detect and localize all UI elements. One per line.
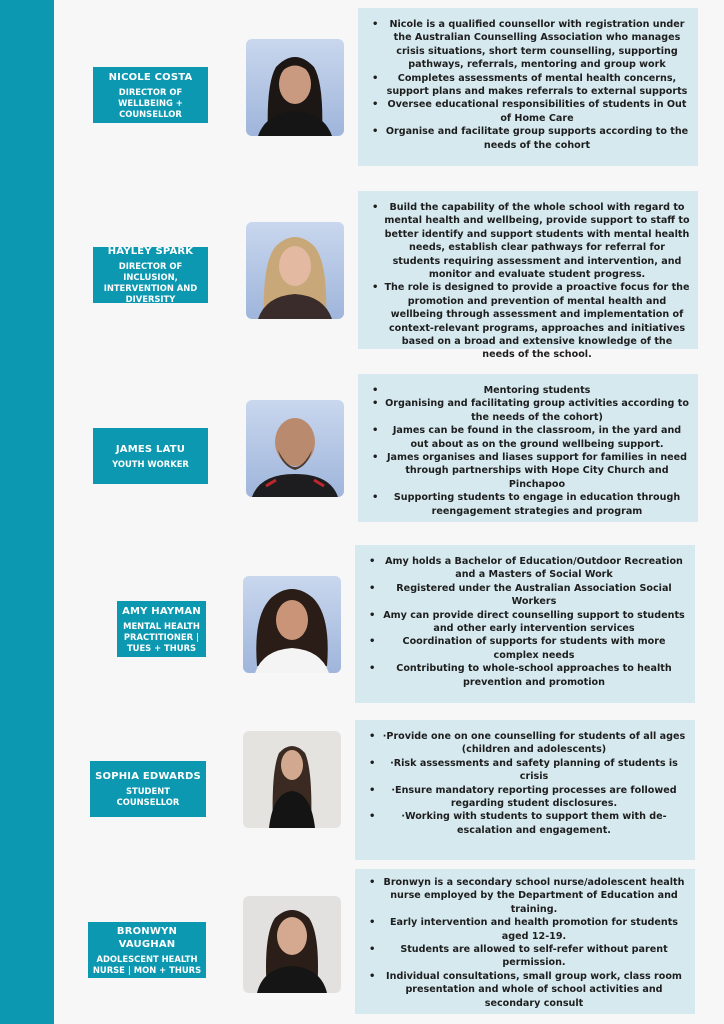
staff-role: STUDENT COUNSELLOR — [116, 786, 180, 807]
duty-item: • ·Provide one on one counselling for students of all ages (children and adolescents) — [363, 730, 687, 757]
side-accent-bar — [0, 0, 54, 1024]
duty-item: • Completes assessments of mental health concerns, support plans and makes referrals to external supports — [366, 72, 690, 99]
staff-role: YOUTH WORKER — [112, 458, 189, 469]
duty-item: • Contributing to whole-school approaches to health prevention and promotion — [363, 662, 687, 689]
staff-info-box — [355, 545, 695, 703]
portrait-woman-dark-hair-icon — [246, 39, 344, 136]
duty-item: • Registered under the Australian Association Social Workers — [363, 582, 687, 609]
duty-item: • Bronwyn is a secondary school nurse/adolescent health nurse employed by the Department of Education and training. — [363, 876, 687, 916]
staff-photo — [246, 222, 344, 319]
staff-duties-list — [363, 555, 687, 689]
portrait-woman-blonde-hair-icon — [246, 222, 344, 319]
duty-item: • James organises and liases support for families in need through partnerships with Hope City Church and Pinchapoo — [366, 451, 690, 491]
portrait-woman-dark-hair-smile-icon — [243, 896, 341, 993]
duty-item: • The role is designed to provide a proactive focus for the promotion and prevention of mental health and wellbeing through assessment and implementation of context-relevant programs, approaches and initiatives based on a broad and extensive knowledge of the needs of the school. — [366, 281, 690, 361]
portrait-woman-long-hair-icon — [243, 731, 341, 828]
duty-item: • Students are allowed to self-refer without parent permission. — [363, 943, 687, 970]
staff-photo — [243, 576, 341, 673]
staff-name: HAYLEY SPARK — [107, 246, 194, 257]
duty-item: • James can be found in the classroom, in the yard and out about as on the ground wellbeing support. — [366, 424, 690, 451]
duty-item: • ·Ensure mandatory reporting processes are followed regarding student disclosures. — [363, 784, 687, 811]
staff-name-card — [93, 67, 208, 123]
staff-name-card — [93, 247, 208, 303]
duty-item: • Individual consultations, small group work, class room presentation and whole of school activities and secondary consult — [363, 970, 687, 1010]
staff-name-card — [90, 761, 206, 817]
duty-item: • ·Risk assessments and safety planning of students is crisis — [363, 757, 687, 784]
staff-name-card — [117, 601, 206, 657]
duty-item: • Organise and facilitate group supports according to the needs of the cohort — [366, 125, 690, 152]
staff-photo — [243, 896, 341, 993]
duty-item: • Coordination of supports for students with more complex needs — [363, 635, 687, 662]
duty-item: • Organising and facilitating group activities according to the needs of the cohort) — [366, 397, 690, 424]
staff-role: MENTAL HEALTH PRACTITIONER | TUES + THURS — [123, 620, 200, 653]
portrait-man-beard-icon — [246, 400, 344, 497]
staff-info-box — [358, 8, 698, 166]
portrait-woman-curly-hair-icon — [243, 576, 341, 673]
staff-duties-list — [366, 384, 690, 518]
staff-name: BRONWYN VAUGHAN — [116, 925, 178, 950]
staff-name-card — [88, 922, 206, 978]
duty-item: • Amy can provide direct counselling support to students and other early intervention services — [363, 609, 687, 636]
duty-item: • Supporting students to engage in education through reengagement strategies and program — [366, 491, 690, 518]
duty-item: • Nicole is a qualified counsellor with registration under the Australian Counselling Association who manages crisis situations, short term counselling, supporting pathways, referrals, mentoring and group work — [366, 18, 690, 72]
staff-duties-list — [366, 18, 690, 152]
staff-role: DIRECTOR OF INCLUSION, INTERVENTION AND DIVERSITY — [103, 261, 198, 304]
duty-item: • ·Working with students to support them with de-escalation and engagement. — [363, 810, 687, 837]
duty-item: • Build the capability of the whole school with regard to mental health and wellbeing, provide support to staff to better identify and support students with mental health needs, establish clear pathways for referral for students requiring assessment and intervention, and monitor and evaluate student progress. — [366, 201, 690, 281]
duty-item: • Early intervention and health promotion for students aged 12-19. — [363, 916, 687, 943]
staff-photo — [243, 731, 341, 828]
staff-name: JAMES LATU — [115, 443, 186, 455]
staff-photo — [246, 400, 344, 497]
duty-item: • Amy holds a Bachelor of Education/Outdoor Recreation and a Masters of Social Work — [363, 555, 687, 582]
staff-name: NICOLE COSTA — [108, 71, 193, 83]
staff-duties-list — [363, 730, 687, 837]
duty-item: • Mentoring students — [366, 384, 690, 397]
staff-info-box — [355, 720, 695, 860]
staff-role: DIRECTOR OF WELLBEING + COUNSELLOR — [118, 86, 183, 119]
staff-info-box — [355, 869, 695, 1014]
staff-info-box — [358, 374, 698, 522]
staff-photo — [246, 39, 344, 136]
staff-duties-list — [366, 201, 690, 362]
duty-item: • Oversee educational responsibilities of students in Out of Home Care — [366, 98, 690, 125]
staff-info-box — [358, 191, 698, 361]
staff-duties-list — [363, 876, 687, 1010]
staff-name-card — [93, 428, 208, 484]
staff-name: SOPHIA EDWARDS — [95, 771, 201, 782]
staff-role: ADOLESCENT HEALTH NURSE | MON + THURS — [92, 953, 202, 975]
staff-name: AMY HAYMAN — [122, 605, 201, 617]
